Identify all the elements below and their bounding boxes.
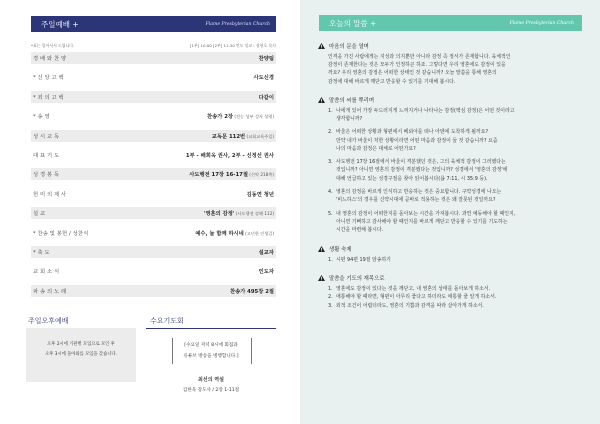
order-value-main: 설교자 [258, 250, 274, 256]
church-name-right: Flame Presbyterian Church [509, 20, 574, 26]
order-value-main: 다같이 [258, 94, 274, 101]
order-value-main: 인도자 [258, 269, 274, 276]
order-value-note: (신약 218쪽) [247, 172, 274, 178]
order-value-main: 김동연 청년 [246, 191, 274, 198]
order-value-note: (전능 성부 성자 성령) [233, 114, 274, 120]
afternoon-line-1: 오후 2시에 기관별 모임으로 모인 후 [47, 342, 115, 347]
section-prayer [318, 274, 385, 282]
intro-paragraph-line: 까요? 우리 영혼의 감정은 어떠한 상태인 것 같습니까? 오늘 말씀을 통해 영혼의 [328, 70, 497, 77]
section-open-heart [318, 42, 369, 50]
item-text: 아니면 기뻐하고 감사해야 할 때인지를 바르게 깨닫고 반응할 수 있기를 기도하는 [336, 218, 508, 225]
order-value [195, 229, 274, 237]
church-name: Flame Presbyterian Church [205, 21, 270, 27]
order-row [31, 149, 276, 161]
afternoon-line-2: 오후 3시에 돌아와를 모임을 갖습니다. [45, 352, 117, 357]
item-text: '비느하스'의 경우를 신약시대에 곧바로 적용하는 것은 왜 잘못된 것일까요? [336, 197, 496, 204]
todays-word-header [319, 15, 582, 31]
afternoon-worship-box [26, 328, 136, 382]
order-label: 교 회 소 식 [33, 269, 60, 276]
item-text: 사도행전 17장 16절에서 바울이 격분했던 것은, 그의 육체적 감정이 그러했다는 [336, 159, 506, 166]
order-row [31, 285, 276, 297]
order-value [186, 151, 274, 159]
item-text: 내 영혼의 감정이 어떠한지를 돌아보는 시간을 가져봅시다. 과연 예동해야 할 때인지, [336, 210, 516, 217]
order-value-main: 교독문 112번 [211, 133, 246, 140]
order-value [189, 170, 274, 178]
item-text: 영혼의 감정을 바르게 인식하고 반응하는 것은 중요합니다. 구약성경에 나오는 [336, 189, 502, 195]
order-value [230, 287, 274, 295]
order-value [259, 248, 274, 256]
order-label: * 축 도 [33, 250, 50, 256]
order-value-note: (사도행전 강해 112) [234, 211, 274, 217]
order-value-main: 1부 - 배희옥 권사, 2부 - 신정선 권사 [185, 153, 274, 159]
order-row [31, 91, 276, 103]
right-page [300, 0, 600, 424]
order-value-main: 찬송가 2장 [207, 114, 234, 121]
item-number: 1. [328, 107, 333, 114]
order-row [31, 71, 276, 83]
section-sow-word-text: 말씀의 씨를 뿌리며 [329, 97, 375, 104]
discussion-question [328, 128, 580, 153]
item-text: 대해 언급하고 있는 성경구절을 찾아 읽어봅시다(욥 7:11, 시 35:9 등). [336, 175, 488, 182]
order-value-main: 예수, 늘 함께 하시네 [195, 230, 244, 237]
order-label: * 죄 의 고 백 [33, 94, 64, 101]
order-row [31, 246, 276, 258]
item-number: 2. [328, 129, 333, 136]
order-value [204, 209, 274, 217]
service-times: [1부] 10:00 [2부] 11:30 인도 설교 : 장현호 목사 [190, 43, 276, 48]
warning-triangle-icon [318, 43, 325, 49]
todays-word-title: 오늘의 말씀 + [329, 18, 377, 28]
order-label: * 찬송 및 봉헌 / 성찬식 [33, 230, 89, 237]
order-label: 파 송 의 노 래 [33, 288, 67, 295]
warning-triangle-icon [318, 275, 325, 281]
order-row [31, 227, 276, 239]
intro-paragraph-line: 인격을 가진 사람에게는 지성과 의지뿐만 아니라 감정 즉 정서가 존재합니다. 육체적인 [328, 54, 511, 60]
order-label: 설 교 [33, 211, 46, 218]
order-row [31, 188, 276, 200]
item-number: 5. [328, 210, 333, 217]
intro-paragraph-line: 감정에 대해 바르게 깨닫고 반응할 수 있기를 기대해 봅시다. [328, 78, 456, 85]
item-text: 생각합니까? [336, 115, 363, 122]
section-open-heart-text: 마음의 문을 열며 [329, 44, 369, 50]
warning-triangle-icon [318, 246, 325, 252]
order-row [31, 207, 276, 219]
order-label: 경 배 와 찬 양 [33, 56, 67, 62]
order-label: 성 경 봉 독 [33, 172, 60, 179]
section-prayer-text: 말씀을 기도의 재목으로 [329, 275, 385, 282]
warning-triangle-icon [318, 97, 325, 103]
item-text: 애통해야 할 때라면, 형편이 아무리 좋다고 하더라도 애통할 줄 알게 하소서. [336, 294, 497, 301]
prayer-item [328, 293, 580, 301]
order-row [31, 110, 276, 122]
wednesday-line-1: [수요일 저녁 8시에 회집과 [184, 343, 238, 348]
order-label: * 송 영 [33, 114, 50, 121]
wednesday-prayer-title: 수요기도회 [150, 317, 184, 325]
item-text: 바울은 어떠한 상황과 형편에서 베뢰아를 떠나 아덴에 도착하게 될까요? [336, 129, 489, 136]
order-value [259, 54, 274, 62]
section-homework [318, 245, 352, 253]
item-text: 시간을 마련해 봅시다. [336, 226, 384, 233]
standing-notice: *표는 일어서서 드립니다. [31, 43, 75, 48]
wednesday-prayer-box [146, 332, 276, 422]
order-value-main: 찬양팀 [258, 56, 274, 62]
discussion-question [328, 188, 580, 204]
order-label: 성 시 교 독 [33, 133, 60, 140]
order-value-main: 사도행전 17장 16-17절 [189, 172, 248, 179]
discussion-question [328, 210, 580, 235]
afternoon-worship-title: 주일오후예배 [28, 317, 69, 325]
wednesday-divider [146, 328, 276, 329]
order-value-main: '영혼의 감정' [203, 211, 235, 218]
item-number: 3. [328, 303, 333, 310]
order-row [31, 130, 276, 142]
item-number: 2. [328, 294, 333, 301]
item-number: 1. [328, 285, 333, 292]
sunday-worship-header [31, 16, 276, 32]
sunday-worship-title: 주일예배 + [41, 19, 79, 29]
item-text: 것입니까? 아니면 영혼의 감정이 격분했다는 것입니까? 성경에서 '영혼의 감정'에 [336, 167, 508, 174]
wednesday-topic: 최선의 역설 [198, 377, 224, 383]
order-value [259, 93, 274, 101]
order-value [212, 132, 274, 140]
discussion-question [328, 107, 580, 123]
order-value [254, 73, 274, 81]
item-text: 영혼에도 감정이 있다는 것을 깨닫고, 내 영혼의 상태를 돌아보게 하소서. [336, 285, 491, 292]
wednesday-preacher: 김한욱 강도사 / 2장 1-11절 [182, 388, 240, 393]
wednesday-line-2: 유튜브 방송을 병행합니다.] [183, 354, 239, 359]
order-value [247, 190, 274, 198]
order-label: 대 표 기 도 [33, 153, 60, 159]
section-homework-text: 생활 숙제 [329, 247, 352, 254]
item-text: 나의 마음과 감정은 대체로 어떤가요? [336, 145, 416, 152]
item-text: 만약 내가 바울이 처한 상황이라면 어떤 마음과 감정이 들 것 같습니까? 요즘 [336, 137, 498, 144]
order-label: 헌 미 의 제 사 [33, 191, 67, 198]
order-row [31, 168, 276, 180]
section-sow-word [318, 96, 374, 104]
order-value-main: 찬송가 495장 2절 [229, 288, 274, 295]
order-row [31, 52, 276, 64]
item-text: 시편 94편 19절 암송하기 [336, 257, 391, 264]
intro-paragraph-line: 감정이 존재한다는 것은 모두가 인정하곤 하죠. 그렇다면 우리 영혼에도 감정이 있을 [328, 62, 506, 69]
item-text: 외적 조건이 어렵더라도, 영혼의 기쁨과 감격을 따라 살아가게 하소서. [336, 303, 484, 310]
item-number: 3. [328, 159, 333, 166]
prayer-item [328, 302, 580, 310]
item-number: 4. [328, 189, 333, 195]
order-value [207, 112, 274, 120]
prayer-item [328, 285, 580, 293]
order-value-note: (고넌한 인생길) [243, 230, 274, 236]
item-number: 1. [328, 257, 333, 264]
order-row [31, 265, 276, 277]
order-value-note: (교회교육주일) [245, 133, 274, 139]
homework-item [328, 256, 580, 264]
order-label: * 신 앙 고 백 [33, 75, 64, 82]
discussion-question [328, 158, 580, 183]
order-value [259, 267, 274, 275]
order-value-main: 사도신경 [253, 75, 274, 82]
item-text: 나에게 있어 가장 두드러지게 느껴지거나 나타나는 감정(핵심 감정)은 어떤 것이라고 [336, 107, 515, 114]
